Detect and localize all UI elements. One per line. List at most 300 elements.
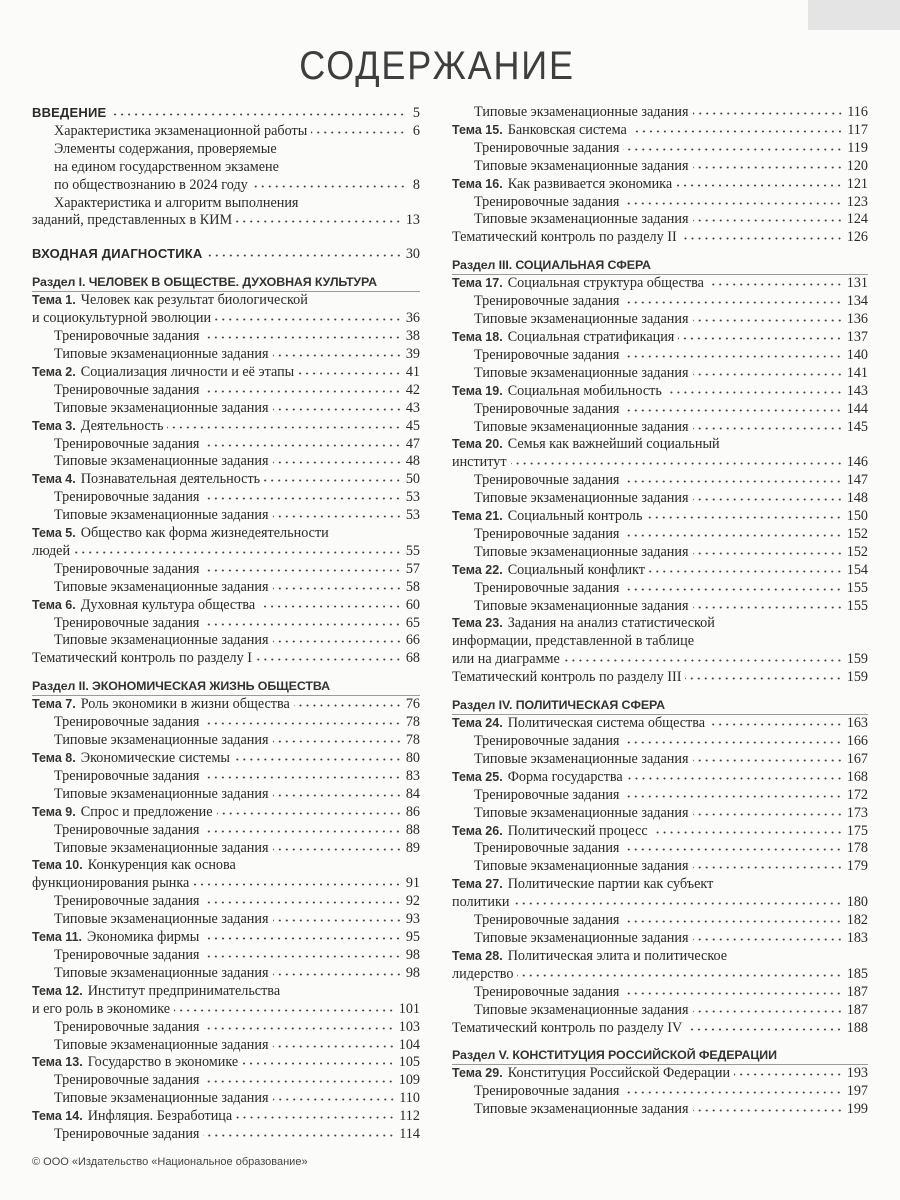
toc-entry[interactable]: [452, 472, 868, 490]
toc-entry[interactable]: [32, 1090, 420, 1108]
toc-line: [32, 597, 420, 615]
dot-leader: [234, 758, 402, 761]
page-number: 197: [846, 1083, 868, 1100]
entry-title: Тренировочные задания: [474, 912, 620, 929]
entry-title: Тренировочные задания: [474, 139, 620, 156]
toc-line: [32, 292, 420, 310]
toc-line: [32, 177, 420, 195]
entry-title: Типовые экзаменационные задания: [54, 839, 269, 856]
toc-entry[interactable]: [452, 347, 868, 365]
toc-entry[interactable]: [452, 194, 868, 212]
toc-entry[interactable]: [32, 364, 420, 382]
toc-entry[interactable]: [32, 400, 420, 418]
toc-entry[interactable]: [32, 195, 420, 231]
toc-entry[interactable]: [452, 930, 868, 948]
dot-leader: [734, 1073, 843, 1076]
page-number: 58: [405, 578, 420, 595]
toc-column-right: [452, 104, 868, 1119]
toc-line: [452, 490, 868, 508]
toc-line: [452, 733, 868, 751]
entry-title: Политический процесс: [507, 822, 648, 839]
dot-leader: [517, 974, 842, 977]
section-heading: Раздел IV. ПОЛИТИЧЕСКАЯ СФЕРА: [452, 697, 868, 715]
toc-entry[interactable]: [32, 965, 420, 983]
entry-title: Семья как важнейший социальный: [507, 436, 720, 453]
dot-leader: [236, 1116, 395, 1119]
toc-entry[interactable]: [32, 123, 420, 141]
toc-entry[interactable]: [32, 579, 420, 597]
toc-entry[interactable]: [32, 893, 420, 911]
entry-title: Тренировочные задания: [54, 560, 200, 577]
entry-title: Инфляция. Безработица: [87, 1108, 233, 1125]
toc-line: [452, 275, 868, 293]
entry-title: Типовые экзаменационные задания: [54, 1090, 269, 1107]
dot-leader: [623, 534, 842, 537]
entry-title: Тренировочные задания: [54, 946, 200, 963]
entry-title: Общество как форма жизнедеятельности: [80, 525, 329, 542]
entry-title: Экономические системы: [80, 750, 230, 766]
page-number: 53: [405, 489, 420, 506]
dot-leader: [685, 677, 842, 680]
toc-entry[interactable]: [452, 823, 868, 841]
toc-entry[interactable]: [452, 787, 868, 805]
entry-title: Роль экономики в жизни общества: [80, 696, 290, 713]
dot-leader: [203, 722, 401, 725]
toc-entry[interactable]: [32, 245, 420, 264]
toc-entry[interactable]: [32, 768, 420, 786]
toc-line: [32, 159, 420, 177]
entry-title: на едином государственном экзамене: [54, 158, 279, 175]
toc-entry[interactable]: [32, 507, 420, 525]
dot-leader: [652, 831, 843, 834]
page-number: 175: [846, 822, 868, 839]
dot-leader: [203, 336, 401, 339]
dot-leader: [203, 955, 401, 958]
toc-entry[interactable]: [452, 1002, 868, 1020]
dot-leader: [273, 794, 402, 797]
toc-line: [452, 454, 868, 472]
page-number: 114: [399, 1126, 420, 1143]
topic-number: Тема 28.: [452, 948, 503, 963]
page-number: 86: [405, 803, 420, 820]
entry-title: Тренировочные задания: [474, 983, 620, 1000]
entry-title: Политические партии как субъект: [507, 876, 714, 893]
toc-entry[interactable]: [452, 805, 868, 823]
toc-entry[interactable]: [32, 650, 420, 668]
toc-line: [32, 632, 420, 650]
toc-entry[interactable]: [452, 948, 868, 984]
entry-title: Тематический контроль по разделу III: [452, 669, 682, 686]
entry-title: Тренировочные задания: [54, 767, 200, 784]
toc-line: [32, 840, 420, 858]
page-number: 76: [405, 696, 420, 713]
page-number: 48: [405, 453, 420, 470]
toc-line: [452, 948, 868, 966]
page-number: 65: [405, 614, 420, 631]
toc-entry[interactable]: [452, 912, 868, 930]
toc-entry[interactable]: [32, 696, 420, 714]
entry-title: Тренировочные задания: [54, 489, 200, 506]
toc-entry[interactable]: [452, 104, 868, 122]
dot-leader: [203, 1134, 395, 1137]
toc-line: [32, 911, 420, 929]
toc-line: [32, 786, 420, 804]
toc-entry[interactable]: [32, 615, 420, 633]
page-number: 50: [405, 471, 420, 488]
dot-leader: [242, 1062, 395, 1065]
toc-entry[interactable]: [32, 382, 420, 400]
entry-title: Конституция Российской Федерации: [507, 1065, 731, 1082]
toc-entry[interactable]: [452, 401, 868, 419]
dot-leader: [273, 848, 402, 851]
entry-title: Тренировочные задания: [474, 293, 620, 310]
toc-line: [452, 472, 868, 490]
toc-entry[interactable]: [32, 597, 420, 615]
page-number: 95: [405, 929, 420, 946]
toc-entry[interactable]: [452, 840, 868, 858]
toc-line: [32, 245, 420, 264]
toc-line: [32, 579, 420, 597]
toc-line: [32, 561, 420, 579]
entry-title: Деятельность: [80, 417, 164, 434]
dot-leader: [649, 570, 843, 573]
page-number: 47: [405, 435, 420, 452]
page-number: 159: [846, 669, 868, 686]
toc-line: [452, 894, 868, 912]
entry-title: Тренировочные задания: [474, 400, 620, 417]
dot-leader: [709, 723, 843, 726]
toc-entry[interactable]: [452, 122, 868, 140]
page-number: 155: [846, 579, 868, 596]
toc-line: [32, 1019, 420, 1037]
toc-line: [32, 768, 420, 786]
entry-title: Типовые экзаменационные задания: [474, 418, 689, 435]
dot-leader: [273, 408, 402, 411]
toc-entry[interactable]: [32, 983, 420, 1019]
toc-entry[interactable]: [452, 365, 868, 383]
dot-leader: [623, 920, 842, 923]
page-number: 41: [405, 363, 420, 380]
toc-entry[interactable]: [32, 436, 420, 454]
entry-title: Типовые экзаменационные задания: [474, 543, 689, 560]
toc-entry[interactable]: [452, 229, 868, 247]
topic-number: Тема 17.: [452, 276, 503, 291]
toc-entry[interactable]: [452, 733, 868, 751]
dot-leader: [273, 1045, 395, 1048]
toc-line: [32, 123, 420, 141]
toc-line: [32, 453, 420, 471]
toc-line: [452, 365, 868, 383]
topic-number: Тема 13.: [32, 1055, 83, 1070]
dot-leader: [215, 318, 402, 321]
toc-entry[interactable]: [452, 562, 868, 580]
toc-entry[interactable]: [32, 489, 420, 507]
toc-line: [452, 580, 868, 598]
topic-number: Тема 18.: [452, 329, 503, 344]
page-number: 143: [846, 382, 868, 399]
dot-leader: [693, 427, 843, 430]
page-number: 60: [405, 596, 420, 613]
page-number: 98: [405, 946, 420, 963]
toc-line: [32, 195, 420, 213]
dot-leader: [207, 254, 402, 257]
page-number: 123: [846, 193, 868, 210]
toc-entry[interactable]: [32, 840, 420, 858]
dot-leader: [681, 237, 843, 240]
topic-number: Тема 21.: [452, 509, 503, 524]
page-number: 136: [846, 311, 868, 328]
page-title: СОДЕРЖАНИЕ: [299, 44, 575, 88]
toc-entry[interactable]: [32, 418, 420, 436]
topic-number: Тема 5.: [32, 526, 76, 541]
toc-line: [32, 212, 420, 230]
entry-title: Тренировочные задания: [54, 328, 200, 345]
toc-line: [32, 615, 420, 633]
toc-line: [452, 562, 868, 580]
toc-entry[interactable]: [452, 580, 868, 598]
toc-entry[interactable]: [452, 769, 868, 787]
toc-line: [32, 310, 420, 328]
dot-leader: [256, 658, 402, 661]
toc-entry[interactable]: [32, 1037, 420, 1055]
toc-line: [452, 598, 868, 616]
dot-leader: [693, 938, 843, 941]
dot-leader: [693, 759, 843, 762]
toc-line: [452, 669, 868, 687]
toc-entry[interactable]: [452, 311, 868, 329]
toc-entry[interactable]: [452, 293, 868, 311]
topic-number: Тема 15.: [452, 122, 503, 137]
toc-entry[interactable]: [452, 436, 868, 472]
dot-leader: [627, 777, 843, 780]
toc-line: [452, 508, 868, 526]
toc-line: [32, 750, 420, 768]
page-number: 8: [412, 176, 420, 193]
dot-leader: [252, 185, 406, 188]
toc-entry[interactable]: [452, 329, 868, 347]
toc-entry[interactable]: [452, 1020, 868, 1038]
toc-entry[interactable]: [32, 929, 420, 947]
entry-title: Типовые экзаменационные задания: [54, 345, 269, 362]
toc-entry[interactable]: [32, 947, 420, 965]
entry-title: Типовые экзаменационные задания: [54, 453, 269, 470]
toc-line: [32, 141, 420, 159]
entry-title: Типовые экзаменационные задания: [54, 911, 269, 928]
dot-leader: [273, 919, 402, 922]
toc-line: [32, 104, 420, 123]
page-number: 101: [398, 1000, 420, 1017]
entry-title: Тренировочные задания: [54, 893, 200, 910]
toc-entry[interactable]: [452, 176, 868, 194]
entry-title: и социокультурной эволюции: [32, 310, 212, 327]
entry-title: Тренировочные задания: [54, 614, 200, 631]
dot-leader: [174, 1009, 395, 1012]
dot-leader: [511, 462, 843, 465]
page-number: 105: [398, 1054, 420, 1071]
toc-entry[interactable]: [32, 471, 420, 489]
page-number: 144: [846, 400, 868, 417]
toc-entry[interactable]: [452, 490, 868, 508]
toc-entry[interactable]: [32, 1019, 420, 1037]
dot-leader: [273, 640, 402, 643]
toc-entry[interactable]: [452, 419, 868, 437]
toc-entry[interactable]: [32, 714, 420, 732]
toc-line: [452, 311, 868, 329]
toc-line: [32, 328, 420, 346]
section-heading: Раздел V. КОНСТИТУЦИЯ РОССИЙСКОЙ ФЕДЕРАЦИИ: [452, 1047, 868, 1065]
dot-leader: [311, 131, 406, 134]
topic-number: Тема 26.: [452, 823, 503, 838]
toc-entry[interactable]: [32, 561, 420, 579]
page-number: 155: [846, 597, 868, 614]
dot-leader: [203, 623, 401, 626]
dot-leader: [623, 741, 842, 744]
toc-line: [32, 346, 420, 364]
dot-leader: [273, 354, 402, 357]
toc-entry[interactable]: [452, 858, 868, 876]
entry-title: Тренировочные задания: [54, 821, 200, 838]
toc-line: [32, 732, 420, 750]
page-number: 187: [846, 983, 868, 1000]
toc-entry[interactable]: [32, 786, 420, 804]
page-number: 57: [405, 560, 420, 577]
toc-line: [452, 104, 868, 122]
toc-entry[interactable]: [32, 453, 420, 471]
topic-number: Тема 27.: [452, 877, 503, 892]
toc-entry[interactable]: [452, 876, 868, 912]
toc-entry[interactable]: [452, 615, 868, 669]
toc-line: [32, 1001, 420, 1019]
dot-leader: [693, 1109, 843, 1112]
dot-leader: [623, 588, 842, 591]
toc-entry[interactable]: [32, 1108, 420, 1126]
toc-entry[interactable]: [452, 508, 868, 526]
toc-entry[interactable]: [32, 292, 420, 328]
entry-title: Политическая элита и политическое: [507, 947, 728, 964]
toc-entry[interactable]: [452, 211, 868, 229]
toc-entry[interactable]: [32, 822, 420, 840]
toc-entry[interactable]: [32, 1072, 420, 1090]
topic-number: Тема 25.: [452, 769, 503, 784]
page-number: 147: [846, 472, 868, 489]
dot-leader: [693, 112, 844, 115]
page-number: 117: [847, 121, 868, 138]
dot-leader: [623, 992, 842, 995]
dot-leader: [693, 606, 843, 609]
toc-line: [32, 1126, 420, 1144]
dot-leader: [693, 166, 843, 169]
page-number: 43: [405, 399, 420, 416]
page-number: 38: [405, 328, 420, 345]
toc-line: [32, 857, 420, 875]
toc-entry[interactable]: [452, 383, 868, 401]
entry-title: Познавательная деятельность: [80, 471, 261, 488]
page-number: 36: [405, 310, 420, 327]
entry-title: Тренировочные задания: [54, 1018, 200, 1035]
topic-number: Тема 19.: [452, 383, 503, 398]
toc-entry[interactable]: [452, 598, 868, 616]
page-number: 89: [405, 839, 420, 856]
toc-entry[interactable]: [452, 751, 868, 769]
toc-line: [452, 984, 868, 1002]
toc-entry[interactable]: [32, 632, 420, 650]
entry-title: Как развивается экономика: [507, 175, 673, 192]
toc-entry[interactable]: [32, 732, 420, 750]
toc-line: [32, 507, 420, 525]
toc-entry[interactable]: [32, 141, 420, 195]
toc-entry[interactable]: [32, 911, 420, 929]
entry-title: Типовые экзаменационные задания: [474, 1101, 689, 1118]
toc-entry[interactable]: [452, 715, 868, 733]
toc-entry[interactable]: [32, 1126, 420, 1144]
page-number: 104: [398, 1036, 420, 1053]
toc-entry[interactable]: [452, 544, 868, 562]
toc-line: [452, 176, 868, 194]
dot-leader: [693, 813, 843, 816]
entry-title: Типовые экзаменационные задания: [474, 490, 689, 507]
toc-entry[interactable]: [32, 525, 420, 561]
toc-line: [452, 858, 868, 876]
page-number: 6: [412, 122, 420, 139]
dot-leader: [623, 848, 842, 851]
toc-line: [452, 966, 868, 984]
entry-title: Характеристика и алгоритм выполнения: [54, 194, 299, 211]
toc-entry[interactable]: [32, 857, 420, 893]
toc-entry[interactable]: [452, 984, 868, 1002]
toc-entry[interactable]: [32, 804, 420, 822]
toc-entry[interactable]: [452, 1083, 868, 1101]
dot-leader: [693, 498, 843, 501]
page-number: 145: [846, 418, 868, 435]
page-number: 199: [846, 1101, 868, 1118]
toc-entry[interactable]: [32, 104, 420, 123]
toc-entry[interactable]: [452, 1101, 868, 1119]
toc-line: [452, 140, 868, 158]
toc-entry[interactable]: [452, 1065, 868, 1083]
toc-line: [452, 1101, 868, 1119]
topic-number: Тема 29.: [452, 1066, 503, 1081]
toc-entry[interactable]: [452, 158, 868, 176]
toc-entry[interactable]: [452, 526, 868, 544]
dot-leader: [693, 552, 843, 555]
toc-line: [452, 158, 868, 176]
page-number: 80: [405, 750, 420, 766]
toc-line: [32, 714, 420, 732]
page-number: 124: [846, 211, 868, 228]
toc-entry[interactable]: [32, 1054, 420, 1072]
entry-title: Типовые экзаменационные задания: [474, 804, 689, 821]
section-heading: Раздел I. ЧЕЛОВЕК В ОБЩЕСТВЕ. ДУХОВНАЯ КУЛЬТУРА: [32, 274, 420, 292]
toc-entry[interactable]: [452, 140, 868, 158]
topic-number: Тема 14.: [32, 1109, 83, 1124]
toc-entry[interactable]: [452, 275, 868, 293]
toc-line: [32, 804, 420, 822]
dot-leader: [693, 219, 843, 222]
entry-title: Типовые экзаменационные задания: [474, 929, 689, 946]
toc-entry[interactable]: [32, 750, 420, 768]
toc-entry[interactable]: [32, 346, 420, 364]
toc-entry[interactable]: [452, 669, 868, 687]
toc-line: [452, 211, 868, 229]
toc-line: [32, 364, 420, 382]
entry-title: людей: [32, 542, 71, 559]
toc-line: [32, 822, 420, 840]
toc-entry[interactable]: [32, 328, 420, 346]
entry-title: Социальная структура общества: [507, 275, 704, 292]
page-number: 78: [405, 714, 420, 731]
topic-number: Тема 3.: [32, 418, 76, 433]
dot-leader: [646, 516, 842, 519]
